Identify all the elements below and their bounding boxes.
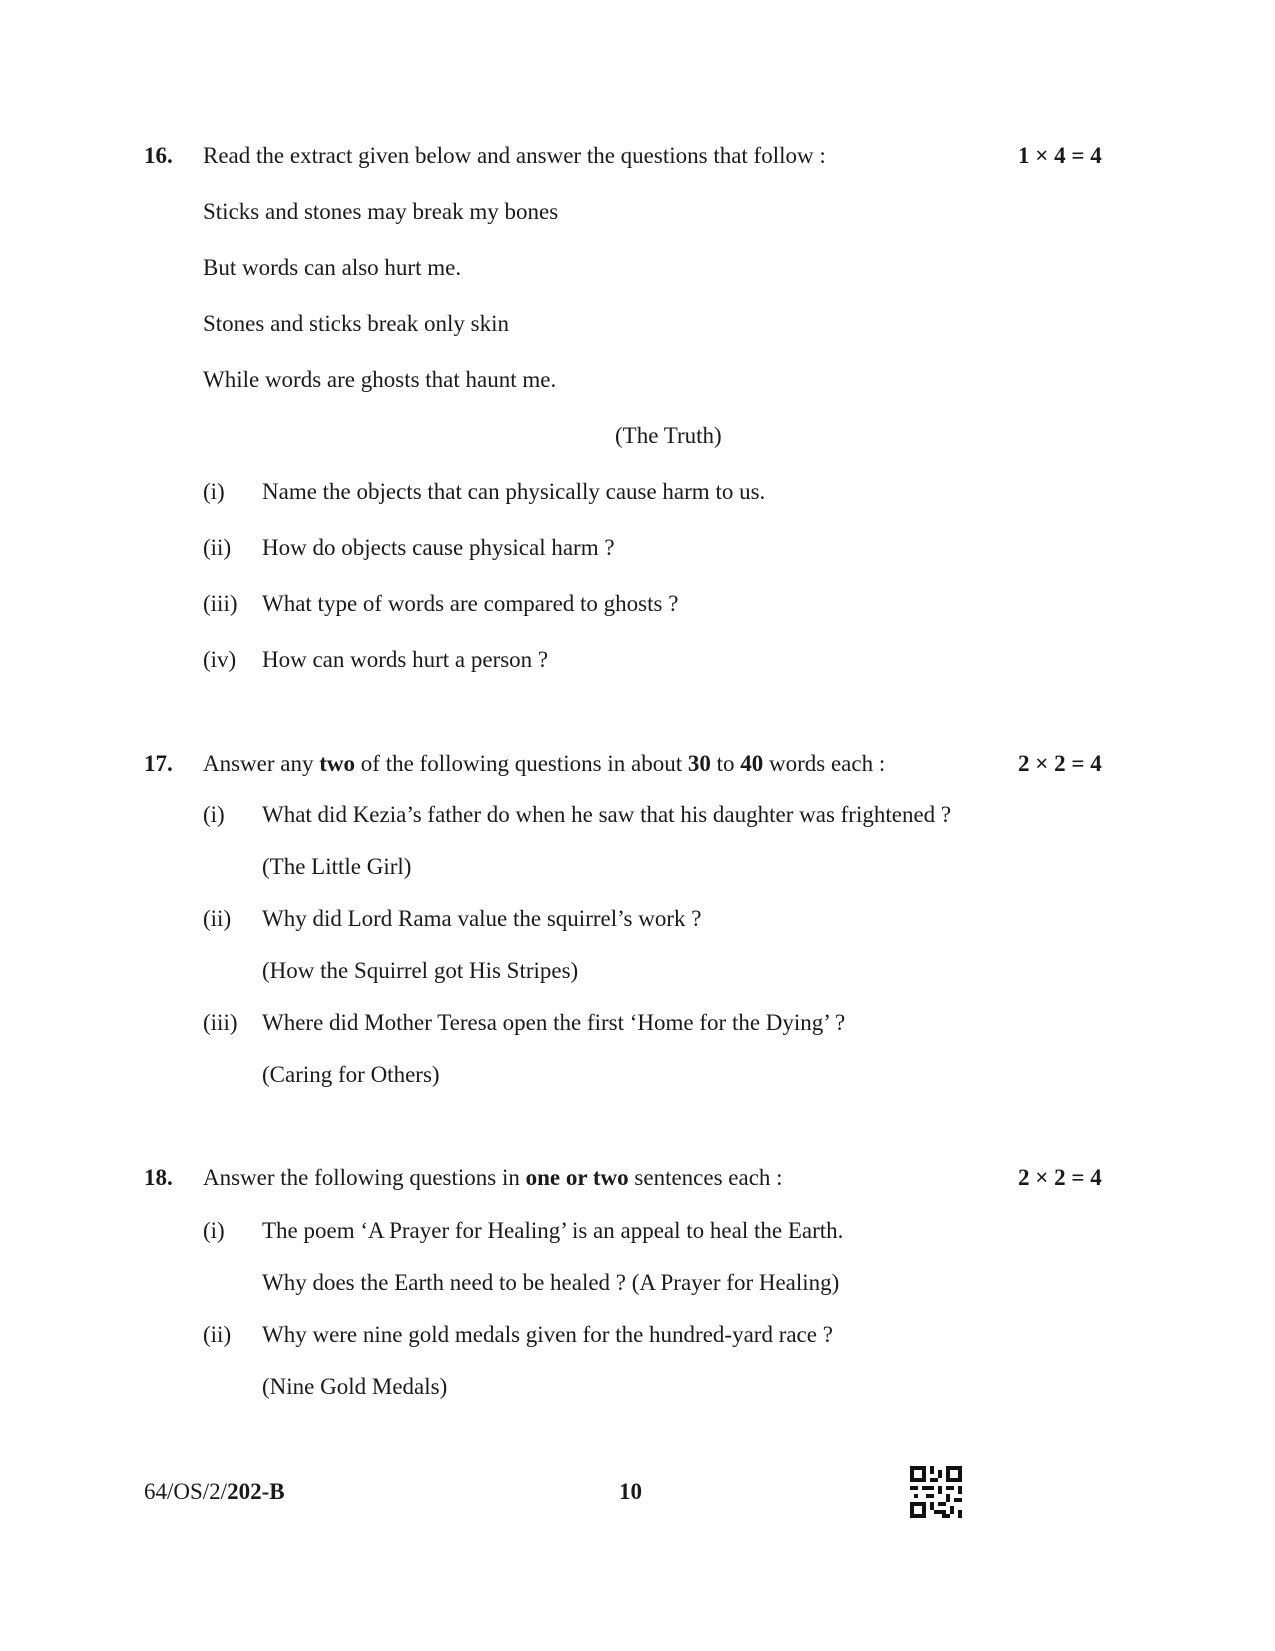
question-instruction bbox=[203, 1164, 783, 1192]
part-text: Name the objects that can physically cause harm to us. bbox=[262, 479, 766, 504]
part-text: The poem ‘A Prayer for Healing’ is an appeal to heal the Earth. bbox=[262, 1218, 844, 1243]
part-label: (i) bbox=[203, 802, 225, 827]
poem-line: But words can also hurt me. bbox=[203, 255, 462, 280]
marks-label: 2 × 2 = 4 bbox=[1018, 1165, 1102, 1190]
instruction-emphasis: 40 bbox=[740, 751, 764, 776]
part-source: (How the Squirrel got His Stripes) bbox=[262, 958, 579, 983]
instruction-text: sentences each : bbox=[628, 1165, 783, 1190]
qr-code-icon bbox=[910, 1466, 962, 1518]
question-number: 18. bbox=[144, 1165, 173, 1190]
poem-source: (The Truth) bbox=[615, 423, 722, 448]
part-text: What type of words are compared to ghosts ? bbox=[262, 591, 679, 616]
part-text: Why did Lord Rama value the squirrel’s work ? bbox=[262, 906, 702, 931]
question-number: 17. bbox=[144, 751, 173, 776]
part-label: (i) bbox=[203, 479, 225, 504]
poem-line: Sticks and stones may break my bones bbox=[203, 199, 559, 224]
instruction-emphasis: 30 bbox=[687, 751, 711, 776]
part-text: How can words hurt a person ? bbox=[262, 647, 549, 672]
marks-label: 1 × 4 = 4 bbox=[1018, 143, 1102, 168]
poem-line: While words are ghosts that haunt me. bbox=[203, 367, 557, 392]
question-instruction bbox=[203, 750, 885, 778]
paper-code-suffix: 202-B bbox=[227, 1479, 285, 1504]
part-label: (ii) bbox=[203, 906, 232, 931]
instruction-text: of the following questions in about bbox=[355, 751, 688, 776]
part-label: (iii) bbox=[203, 591, 238, 616]
paper-code bbox=[144, 1478, 285, 1506]
instruction-emphasis: one or two bbox=[525, 1165, 629, 1190]
question-instruction: Read the extract given below and answer the questions that follow : bbox=[203, 143, 826, 168]
part-label: (ii) bbox=[203, 535, 232, 560]
poem-line: Stones and sticks break only skin bbox=[203, 311, 509, 336]
part-text-continued: Why does the Earth need to be healed ? (A Prayer for Healing) bbox=[262, 1270, 840, 1295]
part-text: Why were nine gold medals given for the hundred-yard race ? bbox=[262, 1322, 833, 1347]
part-text: Where did Mother Teresa open the first ‘Home for the Dying’ ? bbox=[262, 1010, 846, 1035]
part-text: How do objects cause physical harm ? bbox=[262, 535, 615, 560]
part-text: What did Kezia’s father do when he saw that his daughter was frightened ? bbox=[262, 802, 952, 827]
marks-label: 2 × 2 = 4 bbox=[1018, 751, 1102, 776]
question-number: 16. bbox=[144, 143, 173, 168]
part-source: (The Little Girl) bbox=[262, 854, 412, 879]
part-label: (iii) bbox=[203, 1010, 238, 1035]
instruction-text: Answer any bbox=[203, 751, 320, 776]
instruction-text: Answer the following questions in bbox=[203, 1165, 526, 1190]
instruction-text: words each : bbox=[763, 751, 886, 776]
instruction-emphasis: two bbox=[319, 751, 356, 776]
part-label: (ii) bbox=[203, 1322, 232, 1347]
part-label: (iv) bbox=[203, 647, 237, 672]
part-label: (i) bbox=[203, 1218, 225, 1243]
part-source: (Nine Gold Medals) bbox=[262, 1374, 448, 1399]
instruction-text: to bbox=[710, 751, 741, 776]
paper-code-prefix: 64/OS/2/ bbox=[144, 1479, 228, 1504]
page-number: 10 bbox=[619, 1479, 642, 1504]
part-source: (Caring for Others) bbox=[262, 1062, 440, 1087]
